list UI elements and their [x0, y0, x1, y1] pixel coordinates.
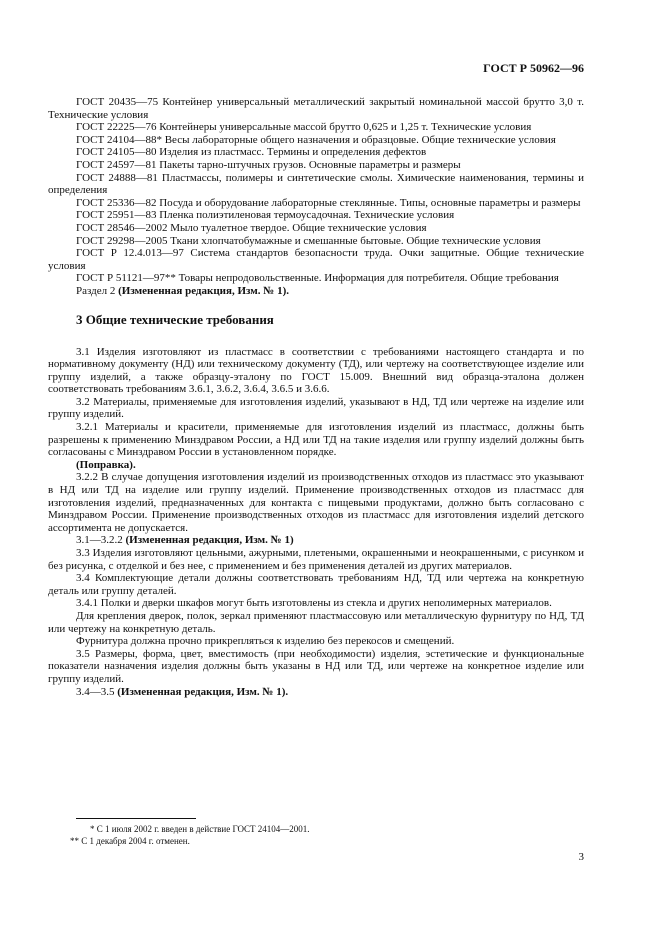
reference-item: ГОСТ 24597—81 Пакеты тарно-штучных грузов. Основные параметры и размеры: [76, 158, 461, 171]
paragraph-3-2-1: 3.2.1 Материалы и красители, применяемые для изготовления изделий из пластмасс, должны быть разрешены к применению Минздравом России, а НД или ТД на такие изделия или группу изделий должны быть согласованы с Минздравом России в установленном порядке.: [48, 421, 584, 459]
footnote-divider: [76, 818, 196, 819]
reference-item: ГОСТ 20435—75 Контейнер универсальный металлический закрытый номинальной массой брутто 3,0 т. Технические условия: [48, 96, 584, 121]
note-bold: (Измененная редакция, Изм. № 1).: [117, 685, 289, 698]
paragraph-3-5: 3.5 Размеры, форма, цвет, вместимость (при необходимости) изделия, эстетические и функциональные показатели назначения изделия должны быть указаны в НД или ТД, или чертеже на конкретное изделие или группу изделий.: [48, 647, 584, 685]
page-body: [48, 96, 584, 698]
paragraph-3-2: 3.2 Материалы, применяемые для изготовления изделий, указывают в НД, ТД или чертеже на изделие или группу изделий.: [48, 395, 584, 421]
normative-references-list: [48, 96, 584, 285]
paragraph-3-4: 3.4 Комплектующие детали должны соответствовать требованиям НД, ТД или чертежа на конкретную деталь или группу деталей.: [48, 572, 584, 597]
note-bold: (Измененная редакция, Изм. № 1): [125, 534, 294, 547]
reference-item: ГОСТ 24105—80 Изделия из пластмасс. Термины и определения дефектов: [76, 146, 427, 159]
paragraph-3-4-1-b: Для крепления дверок, полок, зеркал применяют пластмассовую или металлическую фурнитуру по НД, ТД или чертежу на конкретную деталь.: [48, 609, 584, 635]
document-code-header: ГОСТ Р 50962—96: [483, 61, 584, 75]
reference-item: ГОСТ Р 51121—97** Товары непродовольственные. Информация для потребителя. Общие требования: [76, 272, 559, 285]
amendment-note-2: [48, 686, 584, 699]
reference-item: ГОСТ 29298—2005 Ткани хлопчатобумажные и смешанные бытовые. Общие технические условия: [76, 234, 541, 247]
reference-item: ГОСТ 22225—76 Контейнеры универсальные массой брутто 0,625 и 1,25 т. Технические условия: [76, 121, 532, 134]
paragraph-3-2-2: 3.2.2 В случае допущения изготовления изделий из производственных отходов из пластмасс это указывают в НД или ТД на изделие или группу изделий. Применение производственных отходов из пластмасс для изготовления изделий, предназначенных для контакта с пищевыми продуктами, должно быть согласовано с Минздравом России. Применение производственных отходов из пластмасс для изготовления изделий детского ассортимента не допускается.: [48, 471, 584, 534]
footnotes: [48, 818, 584, 847]
paragraph-3-1: 3.1 Изделия изготовляют из пластмасс в соответствии с требованиями настоящего стандарта и по нормативному документу (НД) или техническому документу (ТД), или чертежу на соответствующее изделие или группу изделий, а также образцу-эталону по ГОСТ 15.009. Внешний вид образца-эталона должен соответствовать требованиям 3.6.1, 3.6.2, 3.6.4, 3.6.5 и 3.6.6.: [48, 345, 584, 396]
correction-note: (Поправка).: [76, 458, 136, 471]
reference-item: ГОСТ 24888—81 Пластмассы, полимеры и синтетические смолы. Химические наименования, термины и определения: [48, 171, 584, 197]
reference-item: ГОСТ 28546—2002 Мыло туалетное твердое. Общие технические условия: [76, 221, 427, 234]
reference-item: ГОСТ 25336—82 Посуда и оборудование лабораторные стеклянные. Типы, основные параметры и размеры: [76, 196, 581, 209]
note-prefix: 3.4—3.5: [76, 685, 115, 698]
reference-item: ГОСТ 25951—83 Пленка полиэтиленовая термоусадочная. Технические условия: [76, 209, 455, 222]
paragraph-3-4-1-c: Фурнитура должна прочно прикрепляться к изделию без перекосов и смещений.: [76, 635, 455, 648]
page-number: 3: [578, 851, 584, 863]
paragraph-3-3: 3.3 Изделия изготовляют цельными, ажурными, плетеными, окрашенными и неокрашенными, с рисунком и без рисунка, с отделкой и без нее, с применением и без применения деталей из других материалов.: [48, 547, 584, 572]
reference-item: ГОСТ Р 12.4.013—97 Система стандартов безопасности труда. Очки защитные. Общие технические условия: [48, 247, 584, 272]
reference-item: ГОСТ 24104—88* Весы лабораторные общего назначения и образцовые. Общие технические условия: [76, 133, 556, 146]
amendment-note-1: [48, 534, 584, 547]
paragraph-3-4-1: 3.4.1 Полки и дверки шкафов могут быть изготовлены из стекла и других неполимерных материалов.: [76, 597, 552, 610]
footnote-2: ** С 1 декабря 2004 г. отменен.: [70, 836, 190, 846]
note-bold: (Измененная редакция, Изм. № 1).: [118, 284, 289, 297]
section2-amendment-note: [48, 285, 584, 298]
note-prefix: 3.1—3.2.2: [76, 534, 123, 547]
note-prefix: Раздел 2: [76, 284, 116, 297]
footnote-1: * С 1 июля 2002 г. введен в действие ГОСТ 24104—2001.: [90, 824, 310, 834]
section-title: 3 Общие технические требования: [76, 311, 274, 327]
